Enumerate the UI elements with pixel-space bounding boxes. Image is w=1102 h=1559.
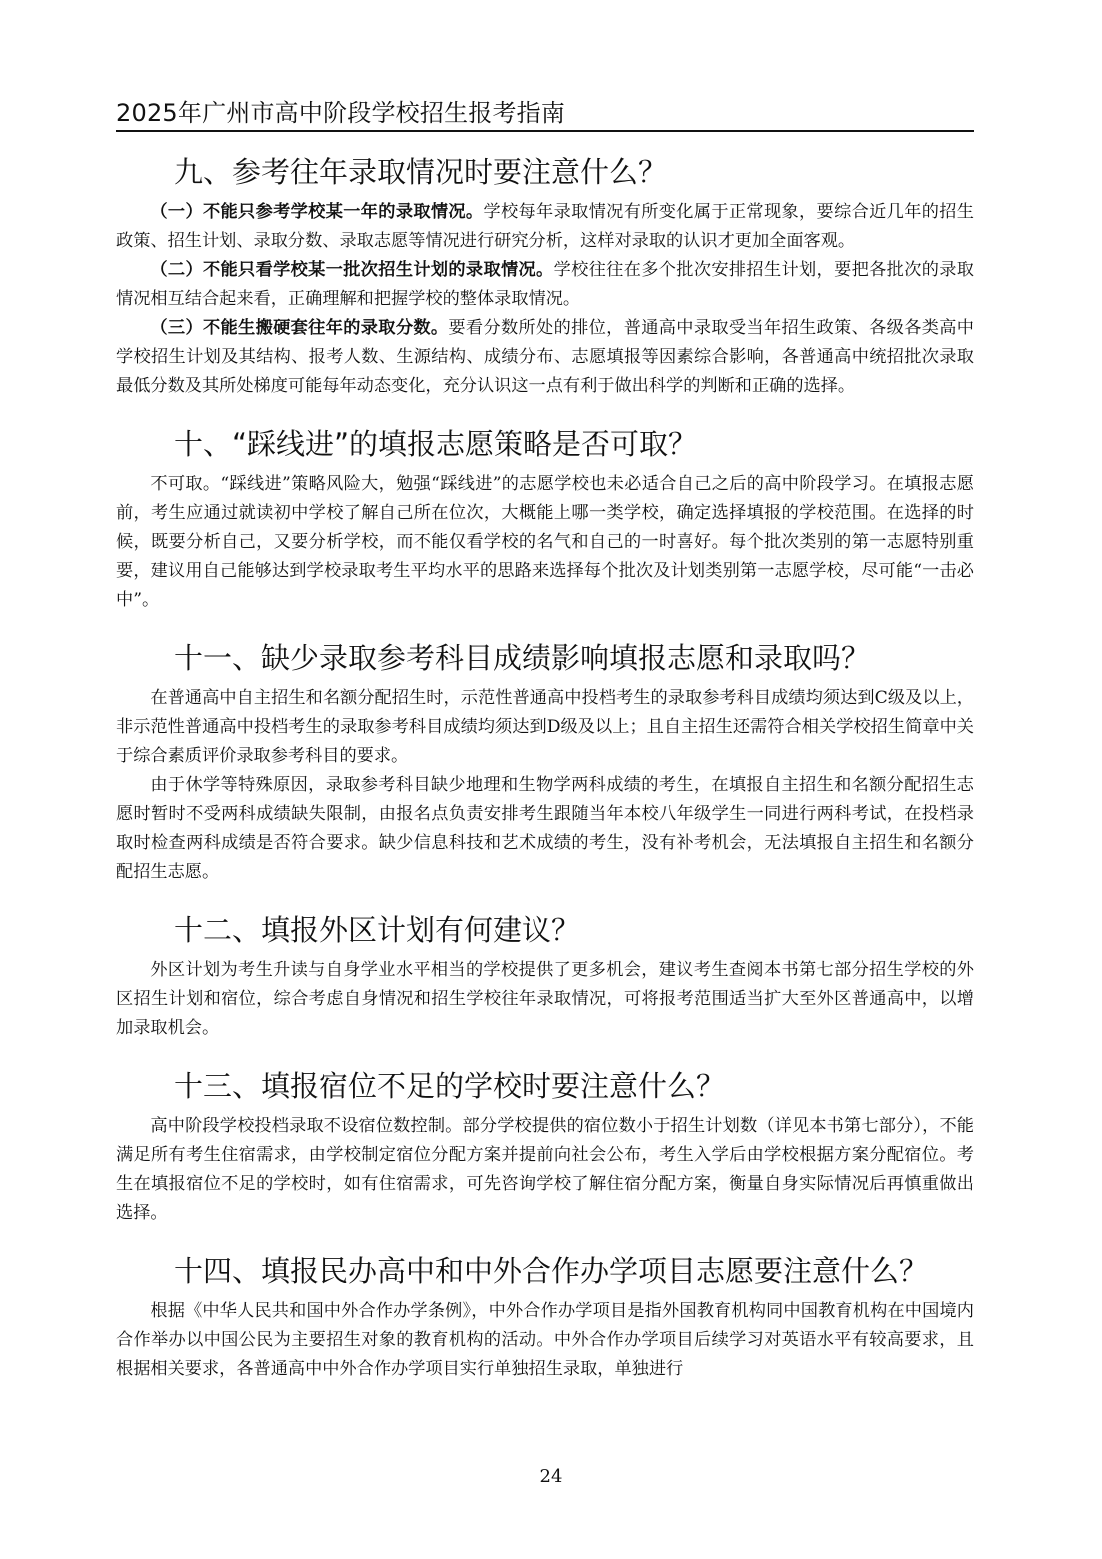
paragraph	[116, 684, 974, 771]
paragraph	[116, 314, 974, 401]
paragraph-lead: （三）不能生搬硬套往年的录取分数。	[150, 318, 449, 338]
paragraph	[116, 256, 974, 314]
paragraph-text: 不可取。“踩线进”策略风险大，勉强“踩线进”的志愿学校也未必适合自己之后的高中阶段学习。在填报志愿前，考生应通过就读初中学校了解自己所在位次，大概能上哪一类学校，确定选择填报的学校范围。在选择的时候，既要分析自己，又要分析学校，而不能仅看学校的名气和自己的一时喜好。每个批次类别的第一志愿特别重要，建议用自己能够达到学校录取考生平均水平的思路来选择每个批次及计划类别第一志愿学校，尽可能“一击必中”。	[116, 474, 974, 610]
section-heading: 十三、填报宿位不足的学校时要注意什么？	[174, 1069, 726, 1103]
section-13	[116, 1064, 974, 1228]
paragraph-lead: （一）不能只参考学校某一年的录取情况。	[150, 202, 484, 222]
paragraph-text: 高中阶段学校投档录取不设宿位数控制。部分学校提供的宿位数小于招生计划数（详见本书第七部分），不能满足所有考生住宿需求，由学校制定宿位分配方案并提前向社会公布，考生入学后由学校根据方案分配宿位。考生在填报宿位不足的学校时，如有住宿需求，可先咨询学校了解住宿分配方案，衡量自身实际情况后再慎重做出选择。	[116, 1116, 974, 1223]
section-heading: 十一、缺少录取参考科目成绩影响填报志愿和录取吗？	[174, 641, 871, 675]
section-12	[116, 908, 974, 1043]
paragraph	[116, 1297, 974, 1384]
paragraph	[116, 470, 974, 615]
running-header	[116, 98, 974, 132]
section-heading: 十、“踩线进”的填报志愿策略是否可取？	[174, 427, 698, 461]
paragraph	[116, 198, 974, 256]
paragraph-lead: （二）不能只看学校某一批次招生计划的录取情况。	[150, 260, 554, 280]
section-heading: 十四、填报民办高中和中外合作办学项目志愿要注意什么？	[174, 1254, 929, 1288]
paragraph-text: 要看分数所处的排位，普通高中录取受当年招生政策、各级各类高中学校招生计划及其结构、报考人数、生源结构、成绩分布、志愿填报等因素综合影响，各普通高中统招批次录取最低分数及其所处梯度可能每年动态变化，充分认识这一点有利于做出科学的判断和正确的选择。	[116, 318, 974, 396]
document-title: 2025年广州市高中阶段学校招生报考指南	[116, 99, 566, 127]
paragraph-text: 由于休学等特殊原因，录取参考科目缺少地理和生物学两科成绩的考生，在填报自主招生和名额分配招生志愿时暂时不受两科成绩缺失限制，由报名点负责安排考生跟随当年本校八年级学生一同进行两科考试，在投档录取时检查两科成绩是否符合要求。缺少信息科技和艺术成绩的考生，没有补考机会，无法填报自主招生和名额分配招生志愿。	[116, 775, 974, 882]
section-14	[116, 1249, 974, 1384]
section-11	[116, 636, 974, 887]
section-heading: 九、参考往年录取情况时要注意什么？	[174, 155, 668, 189]
section-heading: 十二、填报外区计划有何建议？	[174, 913, 581, 947]
paragraph	[116, 771, 974, 887]
section-10	[116, 422, 974, 615]
page-number: 24	[539, 1466, 563, 1487]
main-content	[116, 150, 974, 1384]
paragraph-text: 根据《中华人民共和国中外合作办学条例》，中外合作办学项目是指外国教育机构同中国教育机构在中国境内合作举办以中国公民为主要招生对象的教育机构的活动。中外合作办学项目后续学习对英语水平有较高要求，且根据相关要求，各普通高中中外合作办学项目实行单独招生录取，单独进行	[116, 1301, 974, 1379]
paragraph	[116, 1112, 974, 1228]
paragraph	[116, 956, 974, 1043]
paragraph-text: 外区计划为考生升读与自身学业水平相当的学校提供了更多机会，建议考生查阅本书第七部分招生学校的外区招生计划和宿位，综合考虑自身情况和招生学校往年录取情况，可将报考范围适当扩大至外区普通高中，以增加录取机会。	[116, 960, 974, 1038]
paragraph-text: 在普通高中自主招生和名额分配招生时，示范性普通高中投档考生的录取参考科目成绩均须达到C级及以上，非示范性普通高中投档考生的录取参考科目成绩均须达到D级及以上；且自主招生还需符合相关学校招生简章中关于综合素质评价录取参考科目的要求。	[116, 688, 974, 766]
paragraph-text: 学校每年录取情况有所变化属于正常现象，要综合近几年的招生政策、招生计划、录取分数、录取志愿等情况进行研究分析，这样对录取的认识才更加全面客观。	[116, 202, 974, 251]
paragraph-text: 学校往往在多个批次安排招生计划，要把各批次的录取情况相互结合起来看，正确理解和把握学校的整体录取情况。	[116, 260, 974, 309]
section-9	[116, 150, 974, 401]
